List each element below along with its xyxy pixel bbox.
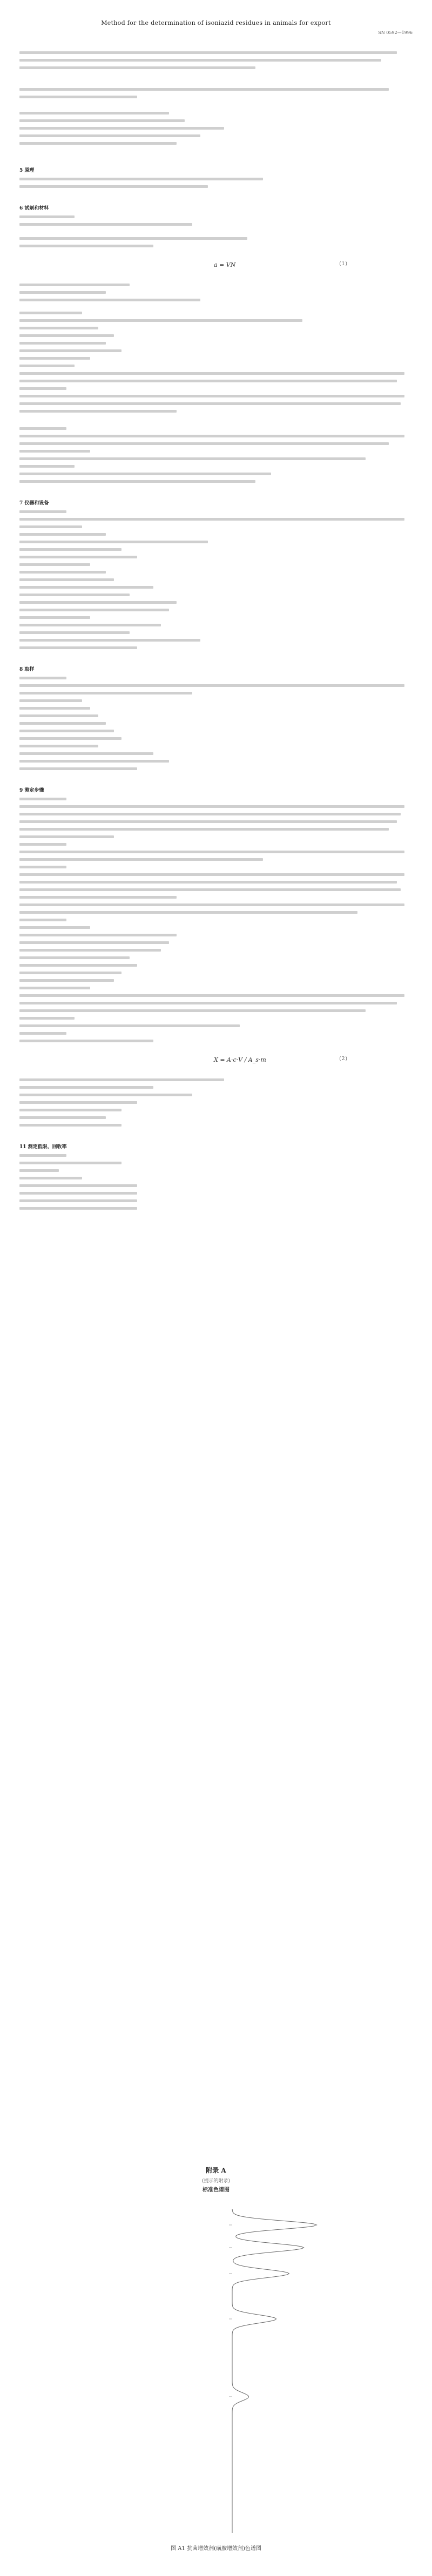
text-block	[19, 1192, 413, 1198]
text-block	[19, 972, 413, 977]
text-block	[19, 684, 413, 690]
annex-label: 附录 A	[206, 2167, 226, 2174]
text-block	[19, 835, 413, 841]
annex-heading: 标准色谱图	[202, 2187, 230, 2193]
text-block	[19, 319, 413, 325]
text-block	[19, 1184, 413, 1190]
text-block	[19, 1017, 413, 1023]
text-block	[19, 956, 413, 962]
text-block	[19, 601, 413, 607]
text-block	[19, 327, 413, 333]
text-block	[19, 616, 413, 622]
text-block	[19, 1199, 413, 1205]
text-block	[19, 142, 413, 148]
text-block	[19, 380, 413, 386]
text-block	[19, 349, 413, 355]
text-block	[19, 994, 413, 1000]
text-block	[19, 473, 413, 478]
section-heading-principle: 5 原理	[19, 168, 35, 173]
text-block	[19, 372, 413, 378]
text-block	[19, 215, 413, 221]
text-block	[19, 881, 413, 887]
text-block	[19, 851, 413, 857]
text-block	[19, 88, 413, 94]
text-block	[19, 594, 413, 599]
text-block	[19, 624, 413, 630]
text-block	[19, 798, 413, 804]
text-block	[19, 1032, 413, 1038]
text-block	[19, 442, 413, 448]
text-block	[19, 934, 413, 940]
text-block	[19, 1024, 413, 1030]
text-block	[19, 548, 413, 554]
text-block	[19, 919, 413, 925]
text-block	[19, 465, 413, 471]
text-block	[19, 127, 413, 133]
text-block	[19, 707, 413, 713]
text-block	[19, 813, 413, 819]
text-block	[19, 926, 413, 932]
chromatogram-trace	[232, 2209, 316, 2533]
text-block	[19, 1177, 413, 1183]
text-block	[19, 609, 413, 615]
text-block	[19, 631, 413, 637]
text-block	[19, 450, 413, 456]
text-block	[19, 525, 413, 531]
text-block	[19, 51, 413, 57]
text-block	[19, 639, 413, 645]
formula-2	[19, 1047, 413, 1077]
section-heading-recovery: 11 测定低限、回收率	[19, 1144, 67, 1150]
formula-2-number: (2)	[339, 1056, 348, 1062]
text-block	[19, 722, 413, 728]
text-block	[19, 66, 413, 72]
text-block	[19, 223, 413, 229]
chromatogram-trace-group	[229, 2209, 316, 2533]
text-block	[19, 480, 413, 486]
text-block	[19, 284, 413, 289]
text-block	[19, 1101, 413, 1107]
chromatogram-figure	[184, 2209, 346, 2533]
text-block	[19, 365, 413, 370]
annex-note: (提示的附录)	[201, 2179, 231, 2184]
text-block	[19, 646, 413, 652]
text-block	[19, 533, 413, 539]
text-block	[19, 402, 413, 408]
text-block	[19, 979, 413, 985]
text-block	[19, 1078, 413, 1084]
text-block	[19, 911, 413, 917]
text-block	[19, 820, 413, 826]
text-block	[19, 873, 413, 879]
text-block	[19, 903, 413, 909]
text-block	[19, 1162, 413, 1168]
formula-1-number: (1)	[339, 261, 348, 267]
text-block	[19, 571, 413, 577]
text-block	[19, 342, 413, 348]
text-block	[19, 395, 413, 401]
text-block	[19, 692, 413, 698]
text-block	[19, 1086, 413, 1092]
text-block	[19, 59, 413, 65]
text-block	[19, 1009, 413, 1015]
text-block	[19, 888, 413, 894]
text-block	[19, 767, 413, 773]
text-block	[19, 1040, 413, 1046]
text-block	[19, 334, 413, 340]
text-block	[19, 1002, 413, 1008]
text-block	[19, 1169, 413, 1175]
text-block	[19, 987, 413, 993]
text-block	[19, 299, 413, 305]
text-block	[19, 752, 413, 758]
text-block	[19, 291, 413, 297]
text-block	[19, 1154, 413, 1160]
text-block	[19, 828, 413, 834]
text-block	[19, 586, 413, 592]
formula-1-expression: a = VN	[214, 261, 236, 268]
text-block	[19, 427, 413, 433]
section-heading-apparatus: 7 仪器和设备	[19, 501, 49, 506]
section-heading-reagents: 6 试剂和材料	[19, 206, 49, 211]
text-block	[19, 435, 413, 441]
text-block	[19, 387, 413, 393]
text-block	[19, 237, 413, 243]
text-block	[19, 510, 413, 516]
text-block	[19, 556, 413, 562]
text-block	[19, 699, 413, 705]
formula-1	[19, 252, 413, 282]
text-block	[19, 1109, 413, 1115]
text-block	[19, 357, 413, 363]
text-block	[19, 245, 413, 251]
document-body	[19, 50, 413, 1214]
text-block	[19, 457, 413, 463]
text-block	[19, 1094, 413, 1100]
figure-caption: 图 A1 抗菌增效剂(磺胺增效剂)色谱图	[171, 2546, 261, 2552]
text-block	[19, 119, 413, 125]
text-block	[19, 760, 413, 766]
text-block	[19, 1116, 413, 1122]
text-block	[19, 134, 413, 140]
text-block	[19, 178, 413, 184]
document-title: Method for the determination of isoniazid residues in animals for export	[101, 19, 331, 26]
section-heading-procedure: 9 测定步骤	[19, 788, 44, 793]
text-block	[19, 896, 413, 902]
text-block	[19, 714, 413, 720]
text-block	[19, 745, 413, 751]
text-block	[19, 866, 413, 872]
formula-2-expression: X = A·c·V / A_s·m	[214, 1056, 266, 1063]
text-block	[19, 964, 413, 970]
text-block	[19, 805, 413, 811]
section-heading-sampling: 8 取样	[19, 667, 35, 672]
annex-header	[0, 2166, 432, 2193]
text-block	[19, 858, 413, 864]
text-block	[19, 185, 413, 191]
text-block	[19, 843, 413, 849]
text-block	[19, 949, 413, 955]
text-block	[19, 730, 413, 736]
text-block	[19, 563, 413, 569]
text-block	[19, 518, 413, 524]
text-block	[19, 737, 413, 743]
text-block	[19, 96, 413, 102]
text-block	[19, 112, 413, 118]
text-block	[19, 941, 413, 947]
text-block	[19, 541, 413, 547]
text-block	[19, 1207, 413, 1213]
text-block	[19, 410, 413, 416]
text-block	[19, 312, 413, 318]
text-block	[19, 1124, 413, 1130]
text-block	[19, 677, 413, 683]
standard-number: SN 0592—1996	[378, 30, 413, 35]
text-block	[19, 578, 413, 584]
